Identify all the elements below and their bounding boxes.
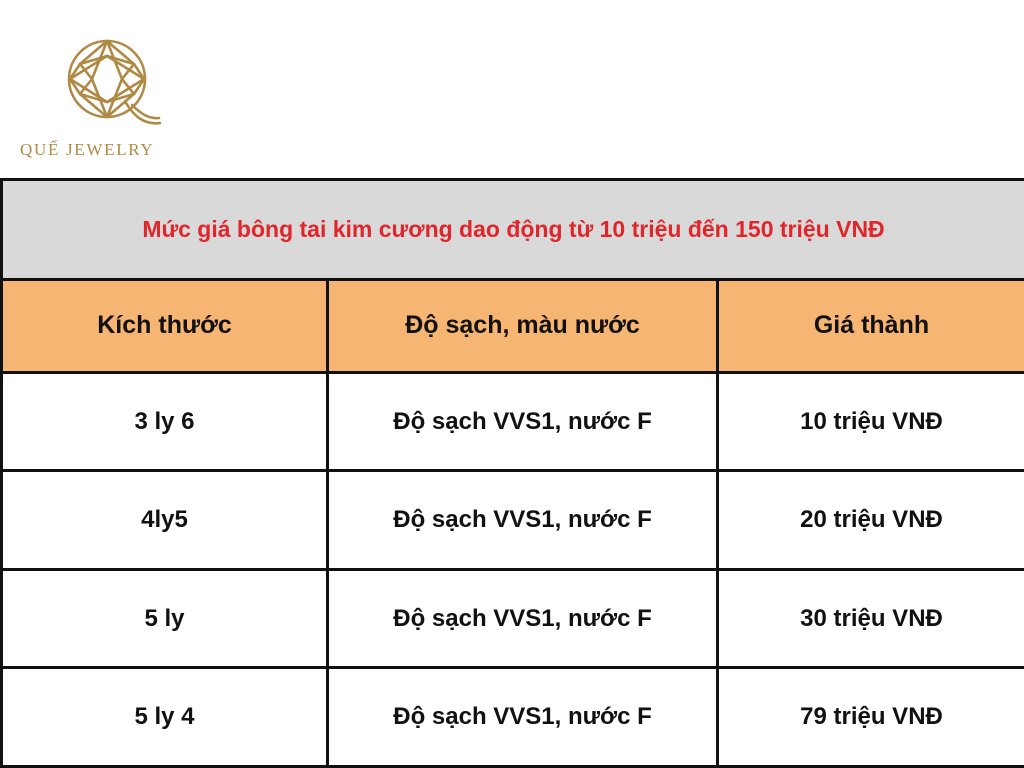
price-cell: 20 triệu VNĐ (718, 471, 1024, 570)
brand-logo (16, 34, 186, 164)
clarity-color-cell: Độ sạch VVS1, nước F (328, 569, 718, 668)
table-row (2, 569, 1024, 668)
table-row (2, 668, 1024, 767)
clarity-color-cell: Độ sạch VVS1, nước F (328, 471, 718, 570)
table-header-row (2, 279, 1024, 372)
brand-name: QUẾ JEWELRY (20, 140, 155, 159)
column-header-size: Kích thước (2, 279, 328, 372)
diamond-earring-price-table (0, 178, 1024, 768)
size-cell: 5 ly 4 (2, 668, 328, 767)
price-cell: 79 triệu VNĐ (718, 668, 1024, 767)
clarity-color-cell: Độ sạch VVS1, nước F (328, 372, 718, 471)
price-cell: 30 triệu VNĐ (718, 569, 1024, 668)
size-cell: 3 ly 6 (2, 372, 328, 471)
clarity-color-cell: Độ sạch VVS1, nước F (328, 668, 718, 767)
table-caption: Mức giá bông tai kim cương dao động từ 10 triệu đến 150 triệu VNĐ (2, 180, 1024, 280)
diamond-q-monogram-icon (62, 34, 162, 134)
column-header-price: Giá thành (718, 279, 1024, 372)
table-caption-row (2, 180, 1024, 280)
price-cell: 10 triệu VNĐ (718, 372, 1024, 471)
size-cell: 4ly5 (2, 471, 328, 570)
table-row (2, 372, 1024, 471)
column-header-clarity-color: Độ sạch, màu nước (328, 279, 718, 372)
table-row (2, 471, 1024, 570)
size-cell: 5 ly (2, 569, 328, 668)
